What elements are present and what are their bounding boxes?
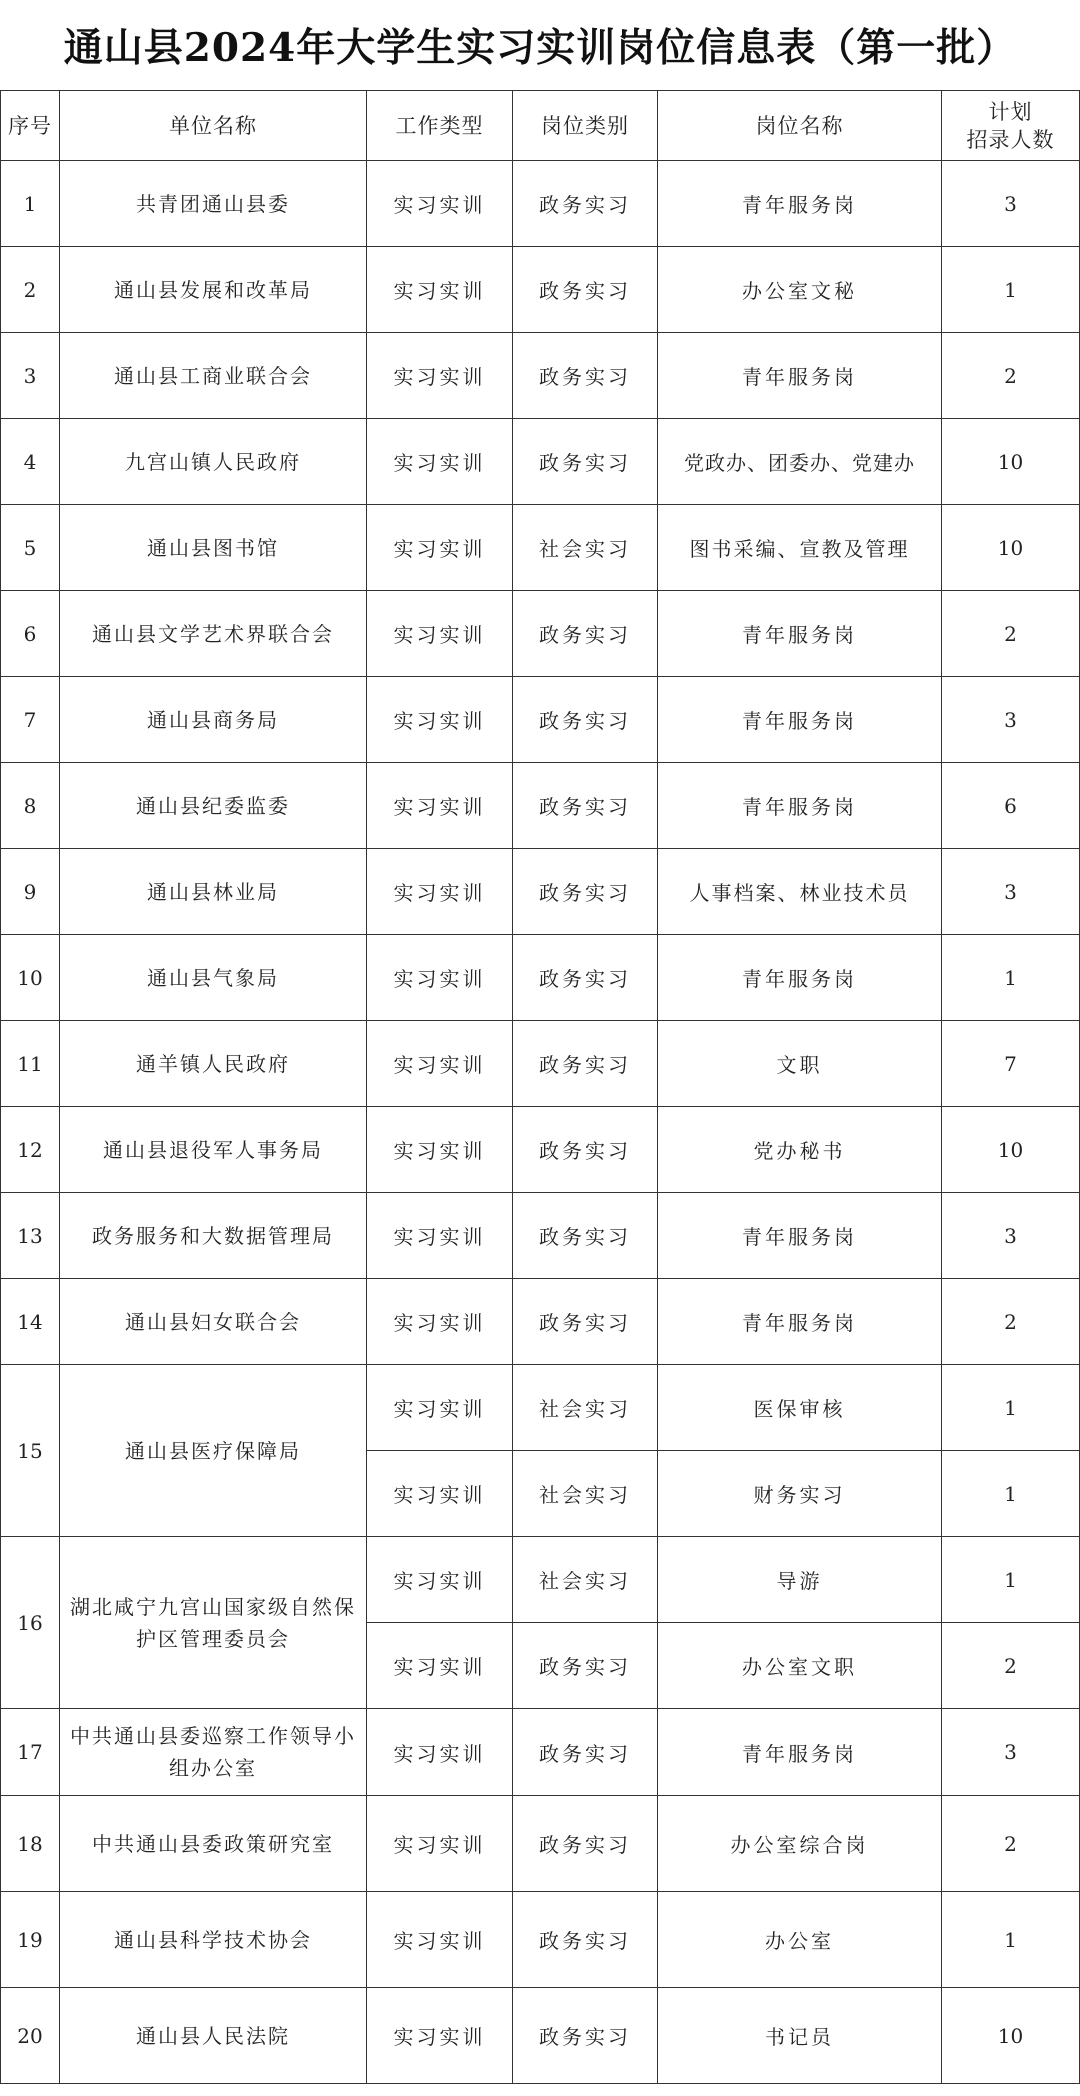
cell-type: 实习实训 (367, 677, 513, 763)
cell-unit: 通山县林业局 (60, 849, 367, 935)
cell-type: 实习实训 (367, 333, 513, 419)
cell-post-name: 文职 (658, 1021, 942, 1107)
cell-unit: 九宫山镇人民政府 (60, 419, 367, 505)
cell-count: 2 (942, 333, 1080, 419)
cell-seq: 1 (1, 161, 60, 247)
cell-seq: 20 (1, 1988, 60, 2084)
cell-count: 1 (942, 935, 1080, 1021)
cell-post-name: 青年服务岗 (658, 161, 942, 247)
cell-count: 10 (942, 1107, 1080, 1193)
cell-unit: 通山县退役军人事务局 (60, 1107, 367, 1193)
cell-post-name: 青年服务岗 (658, 591, 942, 677)
cell-count: 10 (942, 505, 1080, 591)
cell-type: 实习实训 (367, 935, 513, 1021)
table-row (1, 849, 1080, 935)
cell-type: 实习实训 (367, 1279, 513, 1365)
table-row (1, 505, 1080, 591)
cell-type: 实习实训 (367, 419, 513, 505)
header-work-type: 工作类型 (367, 91, 513, 161)
header-post-name: 岗位名称 (658, 91, 942, 161)
cell-category: 政务实习 (513, 849, 658, 935)
table-row (1, 419, 1080, 505)
cell-category: 政务实习 (513, 1107, 658, 1193)
cell-category: 政务实习 (513, 1988, 658, 2084)
cell-type: 实习实训 (367, 247, 513, 333)
cell-seq: 18 (1, 1796, 60, 1892)
cell-count: 10 (942, 1988, 1080, 2084)
cell-post-name: 办公室文职 (658, 1623, 942, 1709)
cell-type: 实习实训 (367, 1892, 513, 1988)
cell-unit: 共青团通山县委 (60, 161, 367, 247)
cell-unit: 湖北咸宁九宫山国家级自然保护区管理委员会 (60, 1537, 367, 1709)
cell-unit: 政务服务和大数据管理局 (60, 1193, 367, 1279)
cell-seq: 11 (1, 1021, 60, 1107)
internship-table (0, 90, 1080, 2084)
cell-seq: 8 (1, 763, 60, 849)
cell-type: 实习实训 (367, 591, 513, 677)
cell-seq: 9 (1, 849, 60, 935)
cell-type: 实习实训 (367, 849, 513, 935)
cell-seq: 19 (1, 1892, 60, 1988)
cell-unit: 通山县商务局 (60, 677, 367, 763)
cell-seq: 12 (1, 1107, 60, 1193)
table-row (1, 247, 1080, 333)
cell-seq: 17 (1, 1709, 60, 1796)
cell-count: 1 (942, 1365, 1080, 1451)
cell-seq: 14 (1, 1279, 60, 1365)
cell-count: 3 (942, 1709, 1080, 1796)
cell-seq: 2 (1, 247, 60, 333)
cell-post-name: 导游 (658, 1537, 942, 1623)
cell-unit: 通山县工商业联合会 (60, 333, 367, 419)
cell-unit: 通山县医疗保障局 (60, 1365, 367, 1537)
cell-count: 2 (942, 1796, 1080, 1892)
cell-seq: 10 (1, 935, 60, 1021)
cell-unit: 通羊镇人民政府 (60, 1021, 367, 1107)
cell-count: 1 (942, 1892, 1080, 1988)
cell-type: 实习实训 (367, 1021, 513, 1107)
table-row (1, 1537, 1080, 1623)
cell-category: 社会实习 (513, 1365, 658, 1451)
cell-post-name: 办公室综合岗 (658, 1796, 942, 1892)
cell-post-name: 人事档案、林业技术员 (658, 849, 942, 935)
cell-type: 实习实训 (367, 763, 513, 849)
cell-type: 实习实训 (367, 1796, 513, 1892)
header-row (1, 91, 1080, 161)
cell-category: 政务实习 (513, 161, 658, 247)
cell-seq: 7 (1, 677, 60, 763)
table-row (1, 161, 1080, 247)
cell-category: 政务实习 (513, 1796, 658, 1892)
cell-post-name: 青年服务岗 (658, 677, 942, 763)
cell-type: 实习实训 (367, 1623, 513, 1709)
cell-post-name: 财务实习 (658, 1451, 942, 1537)
cell-unit: 通山县文学艺术界联合会 (60, 591, 367, 677)
cell-seq: 15 (1, 1365, 60, 1537)
cell-post-name: 党政办、团委办、党建办 (658, 419, 942, 505)
cell-category: 社会实习 (513, 505, 658, 591)
header-plan-count (942, 91, 1080, 161)
cell-category: 政务实习 (513, 1623, 658, 1709)
table-row (1, 1709, 1080, 1796)
cell-count: 3 (942, 677, 1080, 763)
cell-count: 2 (942, 1623, 1080, 1709)
table-row (1, 591, 1080, 677)
cell-seq: 13 (1, 1193, 60, 1279)
cell-unit: 通山县科学技术协会 (60, 1892, 367, 1988)
cell-unit: 中共通山县委政策研究室 (60, 1796, 367, 1892)
cell-count: 3 (942, 161, 1080, 247)
cell-category: 政务实习 (513, 1193, 658, 1279)
cell-post-name: 医保审核 (658, 1365, 942, 1451)
cell-post-name: 办公室 (658, 1892, 942, 1988)
cell-type: 实习实训 (367, 1537, 513, 1623)
cell-count: 7 (942, 1021, 1080, 1107)
cell-unit: 通山县人民法院 (60, 1988, 367, 2084)
table-row (1, 1892, 1080, 1988)
cell-category: 政务实习 (513, 419, 658, 505)
cell-count: 3 (942, 849, 1080, 935)
cell-count: 1 (942, 1451, 1080, 1537)
table-row (1, 1796, 1080, 1892)
cell-count: 6 (942, 763, 1080, 849)
cell-category: 政务实习 (513, 1709, 658, 1796)
cell-category: 政务实习 (513, 763, 658, 849)
cell-category: 社会实习 (513, 1451, 658, 1537)
cell-type: 实习实训 (367, 1193, 513, 1279)
cell-category: 政务实习 (513, 1021, 658, 1107)
cell-seq: 16 (1, 1537, 60, 1709)
header-plan-line2: 招录人数 (966, 127, 1055, 152)
table-row (1, 1107, 1080, 1193)
cell-post-name: 青年服务岗 (658, 1193, 942, 1279)
cell-post-name: 青年服务岗 (658, 763, 942, 849)
cell-category: 政务实习 (513, 247, 658, 333)
cell-unit: 中共通山县委巡察工作领导小组办公室 (60, 1709, 367, 1796)
cell-post-name: 青年服务岗 (658, 1279, 942, 1365)
cell-unit: 通山县气象局 (60, 935, 367, 1021)
cell-seq: 4 (1, 419, 60, 505)
cell-count: 1 (942, 1537, 1080, 1623)
header-plan-line1: 计划 (988, 99, 1033, 124)
cell-unit: 通山县发展和改革局 (60, 247, 367, 333)
table-row (1, 1988, 1080, 2084)
cell-seq: 3 (1, 333, 60, 419)
table-row (1, 1021, 1080, 1107)
cell-category: 政务实习 (513, 591, 658, 677)
cell-type: 实习实训 (367, 1709, 513, 1796)
cell-unit: 通山县纪委监委 (60, 763, 367, 849)
cell-seq: 6 (1, 591, 60, 677)
cell-unit: 通山县图书馆 (60, 505, 367, 591)
cell-seq: 5 (1, 505, 60, 591)
page-title: 通山县2024年大学生实习实训岗位信息表（第一批） (63, 25, 1017, 71)
cell-post-name: 办公室文秘 (658, 247, 942, 333)
cell-post-name: 书记员 (658, 1988, 942, 2084)
header-seq: 序号 (1, 91, 60, 161)
cell-category: 政务实习 (513, 1892, 658, 1988)
table-row (1, 1193, 1080, 1279)
cell-type: 实习实训 (367, 161, 513, 247)
cell-type: 实习实训 (367, 1107, 513, 1193)
cell-post-name: 党办秘书 (658, 1107, 942, 1193)
cell-count: 1 (942, 247, 1080, 333)
table-row (1, 1279, 1080, 1365)
header-unit: 单位名称 (60, 91, 367, 161)
cell-category: 政务实习 (513, 935, 658, 1021)
cell-post-name: 青年服务岗 (658, 1709, 942, 1796)
table-row (1, 763, 1080, 849)
cell-category: 社会实习 (513, 1537, 658, 1623)
cell-count: 2 (942, 591, 1080, 677)
header-post-category: 岗位类别 (513, 91, 658, 161)
table-row (1, 333, 1080, 419)
cell-count: 2 (942, 1279, 1080, 1365)
cell-post-name: 图书采编、宣教及管理 (658, 505, 942, 591)
cell-type: 实习实训 (367, 505, 513, 591)
cell-type: 实习实训 (367, 1365, 513, 1451)
cell-category: 政务实习 (513, 333, 658, 419)
cell-post-name: 青年服务岗 (658, 935, 942, 1021)
table-row (1, 935, 1080, 1021)
cell-count: 3 (942, 1193, 1080, 1279)
cell-category: 政务实习 (513, 1279, 658, 1365)
cell-type: 实习实训 (367, 1988, 513, 2084)
cell-category: 政务实习 (513, 677, 658, 763)
cell-count: 10 (942, 419, 1080, 505)
table-row (1, 1365, 1080, 1451)
table-row (1, 677, 1080, 763)
cell-post-name: 青年服务岗 (658, 333, 942, 419)
cell-type: 实习实训 (367, 1451, 513, 1537)
cell-unit: 通山县妇女联合会 (60, 1279, 367, 1365)
